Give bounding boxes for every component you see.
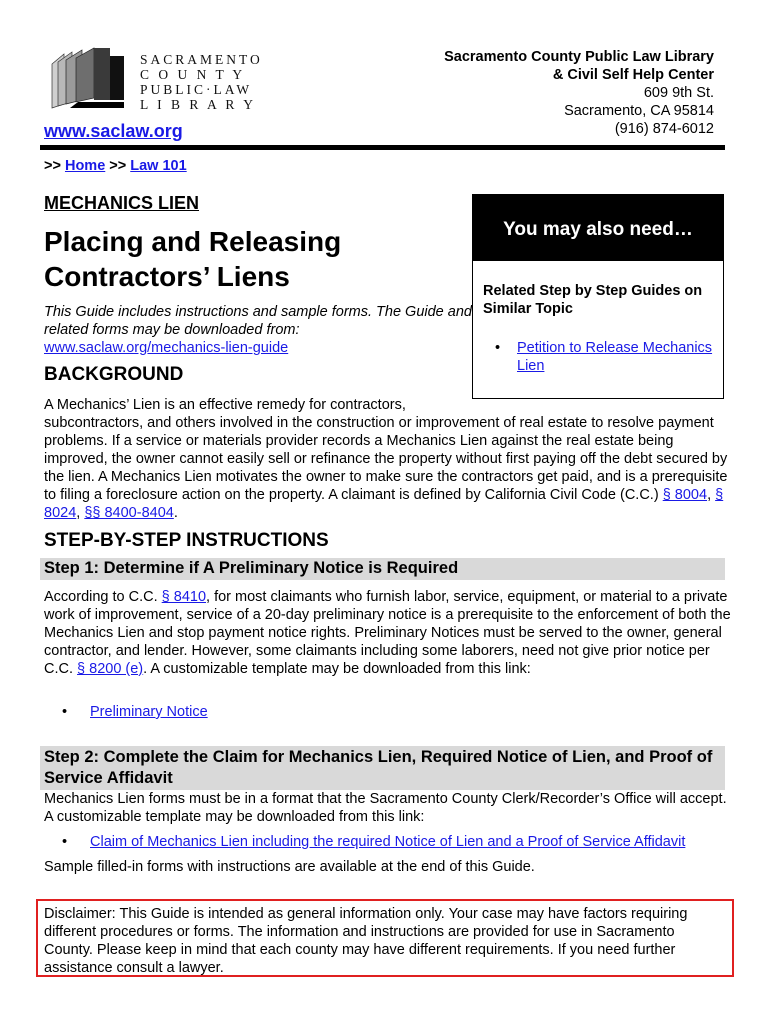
related-guides-box <box>472 194 724 399</box>
logo-line: PUBLIC·LAW <box>140 82 253 97</box>
book-pages-icon <box>52 48 124 108</box>
logo-line: C O U N T Y <box>140 67 246 82</box>
petition-release-link[interactable]: Petition to Release Mechanics Lien <box>517 340 713 374</box>
background-heading: BACKGROUND <box>44 364 184 385</box>
background-text-first-line: A Mechanics’ Lien is an effective remedy for contractors, <box>44 397 406 413</box>
section-title: MECHANICS LIEN <box>44 193 200 213</box>
step2-text: Mechanics Lien forms must be in a format that the Sacramento County Clerk/Recorder’s Office will accept. A customizable template may be downloaded from this link: <box>44 791 727 825</box>
steps-heading: STEP-BY-STEP INSTRUCTIONS <box>44 530 329 551</box>
breadcrumb-law101-link[interactable]: Law 101 <box>130 158 187 174</box>
step1-text-c: . A customizable template may be downloaded from this link: <box>143 661 531 677</box>
step1-text-b: , for most claimants who furnish labor, service, equipment, or material to a private work of improvement, service of a 20-day preliminary notice is a prerequisite to the enforcement of both the Mechanics Lien and stop payment notice rights. Preliminary Notices must be served to the owner, general contractor, and lender. However, some claimants including some laborers, need not give prior notice per C.C. <box>44 589 731 677</box>
library-name: Sacramento County Public Law Library <box>444 49 714 65</box>
related-guides-list <box>473 339 723 375</box>
center-name: & Civil Self Help Center <box>552 67 714 83</box>
phone-number: (916) 874-6012 <box>614 121 714 137</box>
background-text <box>44 414 734 522</box>
step1-text <box>44 588 734 678</box>
guide-download-link[interactable]: www.saclaw.org/mechanics-lien-guide <box>44 340 289 356</box>
bullet-icon: • <box>62 834 68 850</box>
comma: , <box>707 487 712 503</box>
breadcrumb-home-link[interactable]: Home <box>64 158 106 174</box>
library-logo-text <box>140 52 263 112</box>
title-line: Placing and Releasing <box>44 226 342 257</box>
header-divider <box>40 145 725 150</box>
city-address: Sacramento, CA 95814 <box>564 103 714 119</box>
comma: , <box>76 505 81 521</box>
preliminary-notice-link[interactable]: Preliminary Notice <box>90 704 208 720</box>
bullet-icon: • <box>495 340 501 356</box>
related-guides-heading: You may also need… <box>473 195 723 261</box>
disclaimer-box: Disclaimer: This Guide is intended as general information only. Your case may have factors requiring different procedures or forms. The information and instructions are provided for use in Sacramento County. Please keep in mind that each county may have different requirements. If you need further assistance consult a lawyer. <box>36 899 734 977</box>
logo-line: SACRAMENTO <box>140 52 263 67</box>
step1-title: Step 1: Determine if A Preliminary Notice is Required <box>40 558 725 580</box>
step2-title: Step 2: Complete the Claim for Mechanics Lien, Required Notice of Lien, and Proof of Service Affidavit <box>40 746 725 790</box>
background-body: subcontractors, and others involved in the construction or improvement of real estate to resolve payment problems. If a service or materials provider records a Mechanics Lien against the real estate being improved, the owner cannot easily sell or refinance the property without first paying off the debt secured by the lien. A Mechanics Lien motivates the owner to make sure the contractors get paid, and is a prerequisite to filing a foreclosure action on the property. A claimant is defined by California Civil Code (C.C.) <box>44 415 728 503</box>
page-title <box>44 224 341 294</box>
breadcrumb-separator: >> <box>109 158 127 174</box>
intro-text <box>44 303 474 357</box>
logo-line: L I B R A R Y <box>140 97 257 112</box>
breadcrumb <box>44 158 187 174</box>
step2-note: Sample filled-in forms with instructions are available at the end of this Guide. <box>44 859 535 875</box>
statute-link-8024[interactable]: § 8024 <box>44 487 724 521</box>
statute-link-8410[interactable]: § 8410 <box>161 589 207 605</box>
list-item <box>495 339 723 375</box>
claim-mechanics-lien-link[interactable]: Claim of Mechanics Lien including the required Notice of Lien and a Proof of Service Affidavit <box>90 834 686 850</box>
breadcrumb-separator: >> <box>44 158 61 174</box>
street-address: 609 9th St. <box>643 85 714 101</box>
related-guides-subheading: Related Step by Step Guides on Similar Topic <box>483 283 703 317</box>
library-logo <box>50 46 130 110</box>
intro-body: This Guide includes instructions and sample forms. The Guide and related forms may be downloaded from: <box>44 304 472 338</box>
title-line: Contractors’ Liens <box>44 261 290 292</box>
statute-link-8200e[interactable]: § 8200 (e) <box>77 661 144 677</box>
bullet-icon: • <box>62 704 68 720</box>
period: . <box>173 505 178 521</box>
contact-block <box>444 48 714 138</box>
statute-link-8400[interactable]: §§ 8400-8404 <box>84 505 174 521</box>
site-link[interactable]: www.saclaw.org <box>44 121 183 141</box>
statute-link-8004[interactable]: § 8004 <box>662 487 708 503</box>
step1-text-a: According to C.C. <box>44 589 158 605</box>
